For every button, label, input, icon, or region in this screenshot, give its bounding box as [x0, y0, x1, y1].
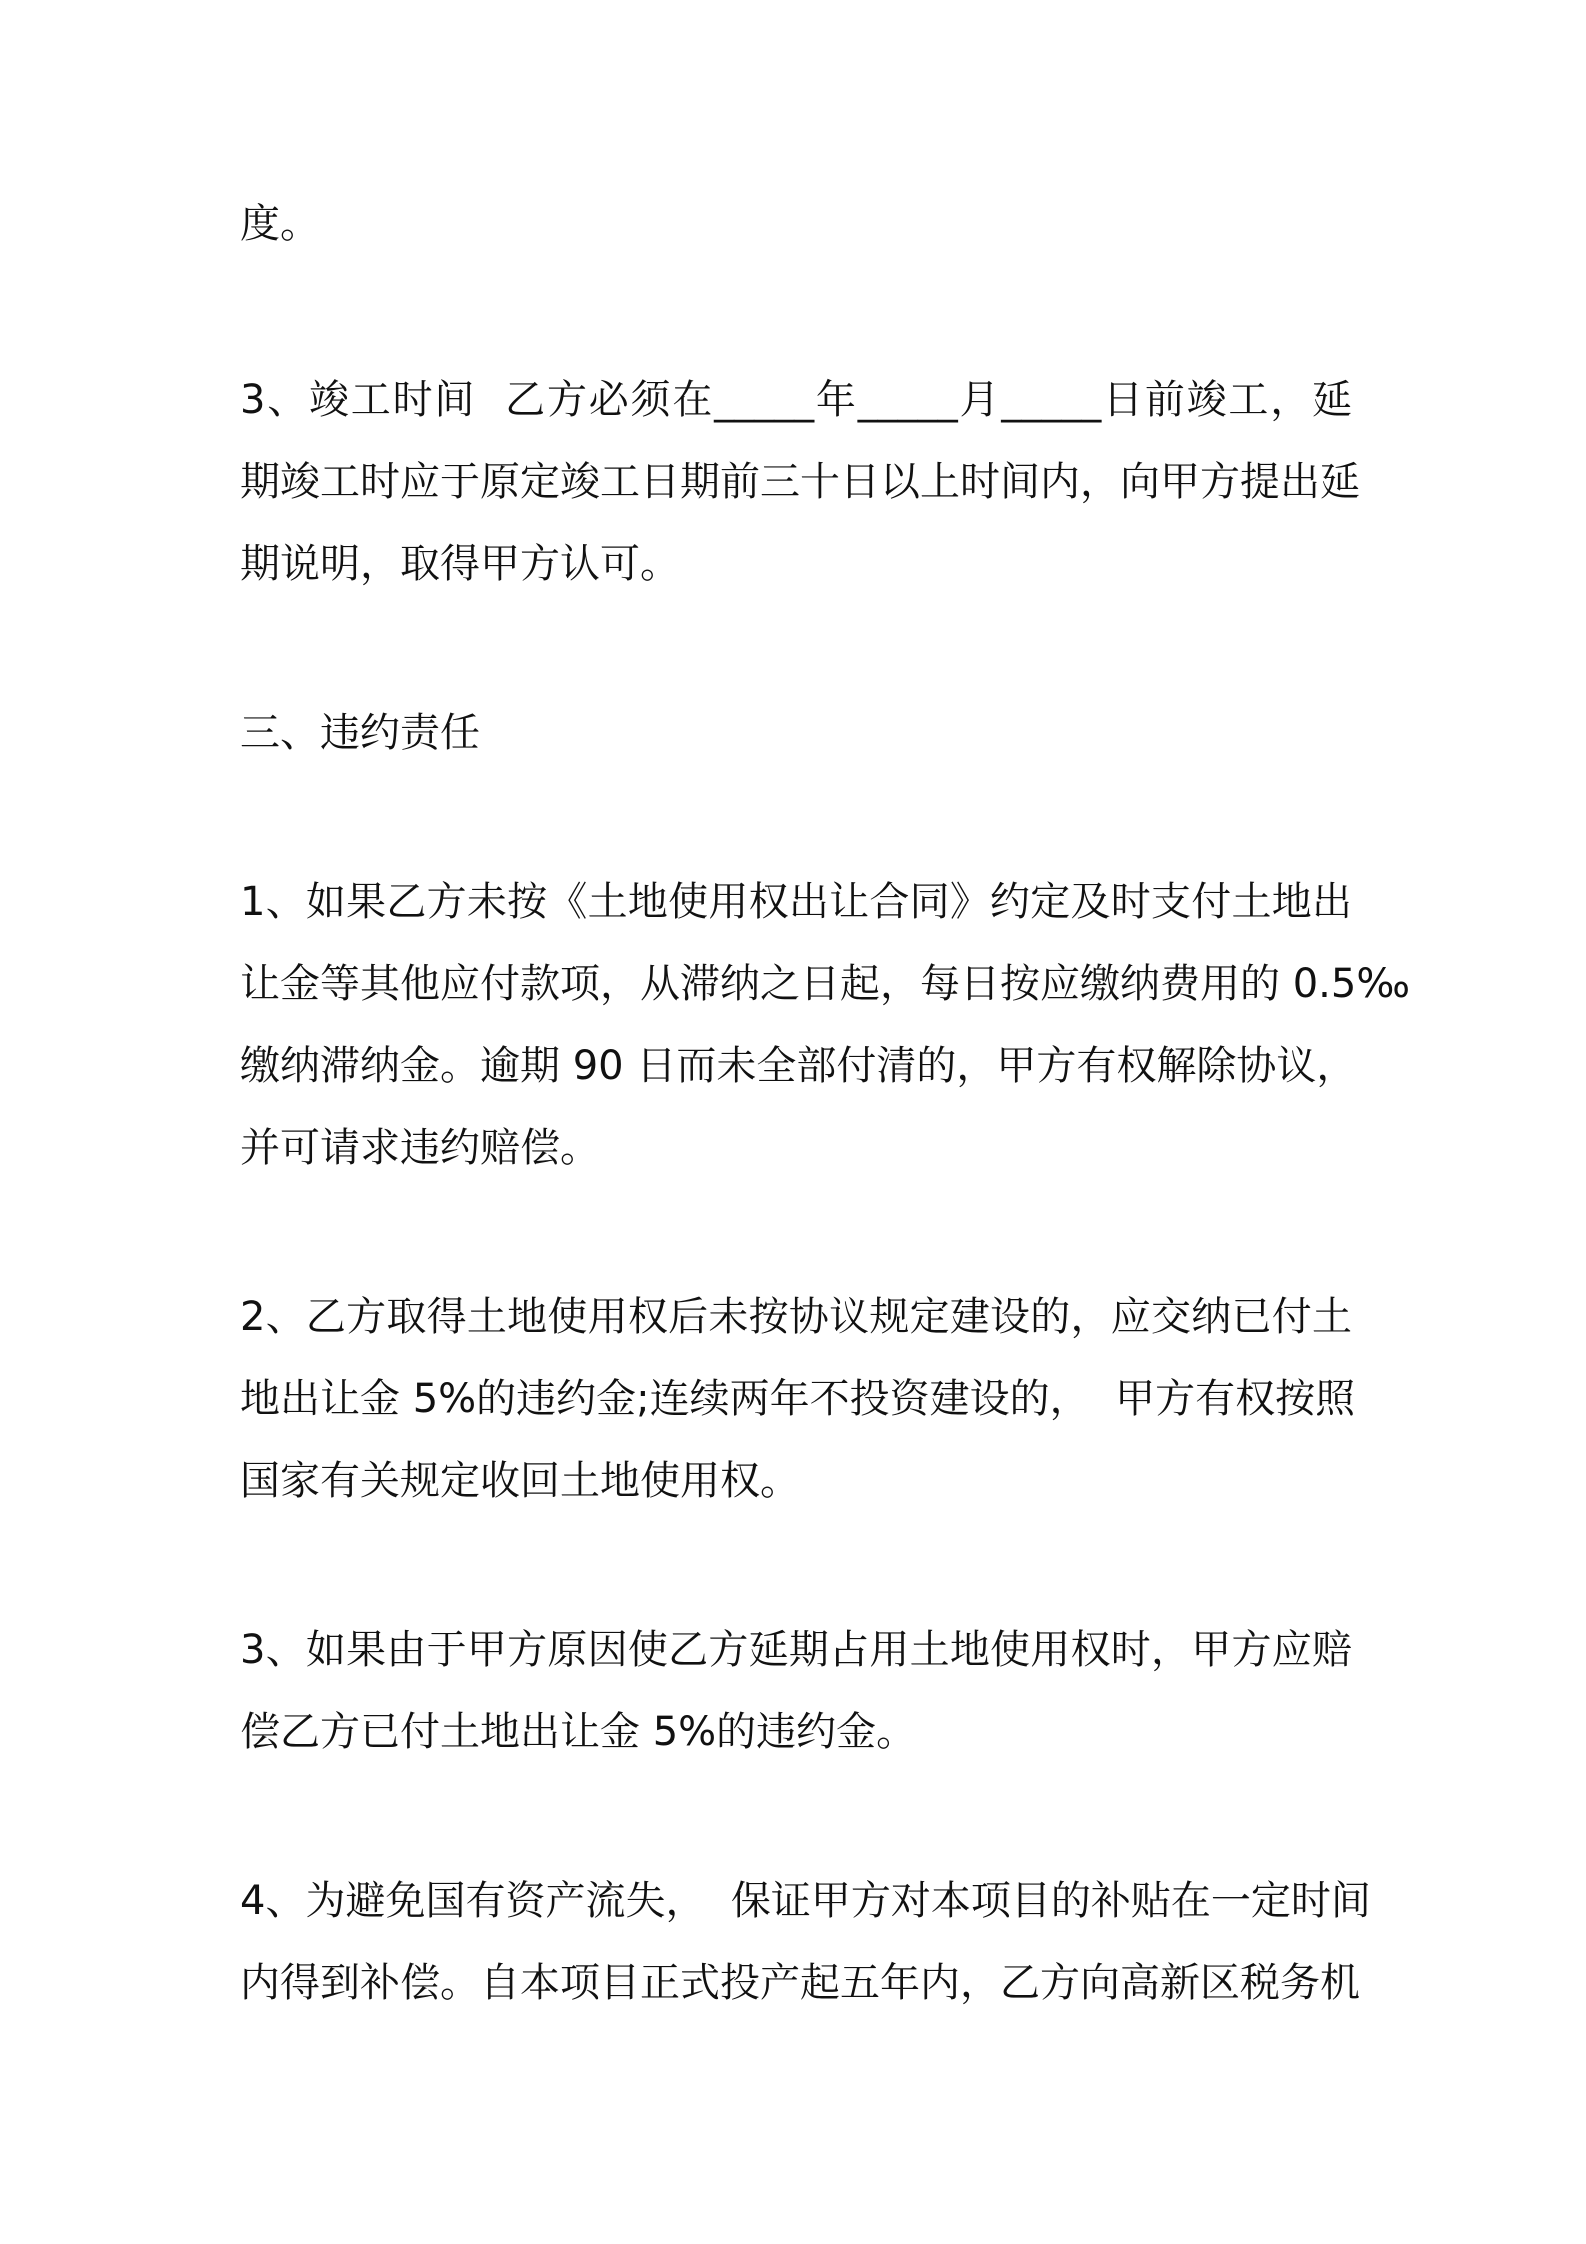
text-line-2: 3、竣工时间 乙方必须在_____年_____月_____日前竣工，延: [240, 377, 1352, 423]
text-line-12: 国家有关规定收回土地使用权。: [240, 1458, 800, 1504]
section-heading: 三、违约责任: [240, 710, 480, 756]
text-line-10: 2、乙方取得土地使用权后未按协议规定建设的，应交纳已付土: [240, 1294, 1352, 1340]
text-line-11: 地出让金 5%的违约金;连续两年不投资建设的， 甲方有权按照: [240, 1376, 1356, 1422]
text-line-4: 期说明，取得甲方认可。: [240, 541, 680, 587]
text-line-1: 度。: [240, 201, 320, 247]
text-line-14: 偿乙方已付土地出让金 5%的违约金。: [240, 1709, 917, 1755]
text-line-3: 期竣工时应于原定竣工日期前三十日以上时间内，向甲方提出延: [240, 459, 1360, 505]
text-line-9: 并可请求违约赔偿。: [240, 1125, 600, 1171]
text-line-6: 1、如果乙方未按《土地使用权出让合同》约定及时支付土地出: [240, 879, 1352, 925]
text-line-7: 让金等其他应付款项，从滞纳之日起，每日按应缴纳费用的 0.5‰: [240, 961, 1410, 1007]
text-line-13: 3、如果由于甲方原因使乙方延期占用土地使用权时，甲方应赔: [240, 1627, 1352, 1673]
text-line-8: 缴纳滞纳金。逾期 90 日而未全部付清的，甲方有权解除协议，: [240, 1043, 1357, 1089]
text-line-16: 内得到补偿。自本项目正式投产起五年内，乙方向高新区税务机: [240, 1960, 1360, 2006]
text-line-15: 4、为避免国有资产流失， 保证甲方对本项目的补贴在一定时间: [240, 1878, 1371, 1924]
